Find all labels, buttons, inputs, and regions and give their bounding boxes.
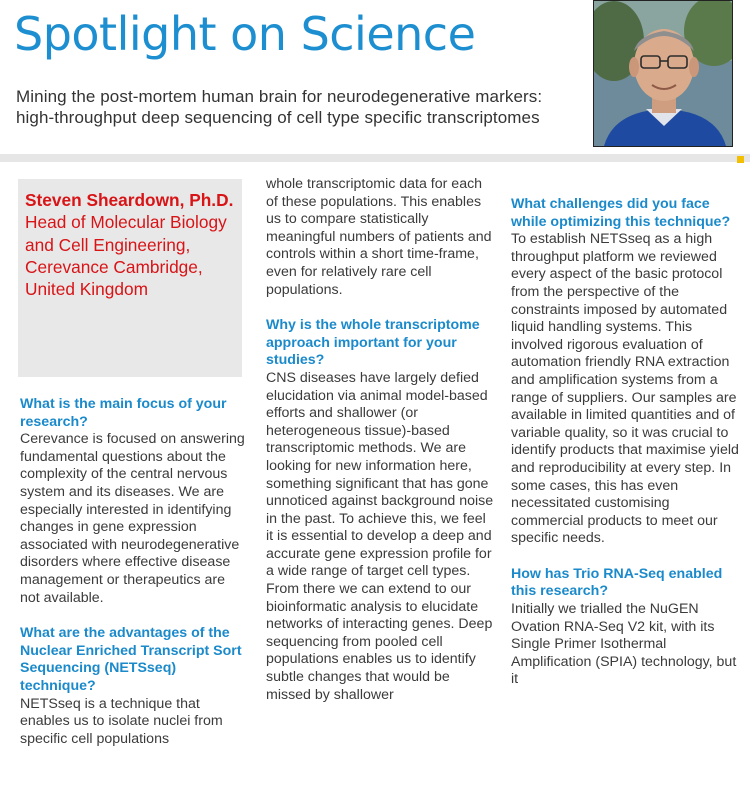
column-3 xyxy=(511,196,739,689)
author-photo xyxy=(593,0,733,147)
accent-marker xyxy=(737,156,744,163)
answer-text: NETSseq is a technique that enables us to isolate nuclei from specific cell populations xyxy=(20,695,223,747)
portrait-image xyxy=(594,1,732,146)
column-2 xyxy=(266,176,496,704)
answer-text: Initially we trialled the NuGEN Ovation RNA-Seq V2 kit, with its Single Primer Isothermal Amplification (SPIA) technology, but it xyxy=(511,601,737,688)
answer-text: CNS diseases have largely defied elucidation via animal model-based efforts and shallower (or heterogeneous tissue)-based transcriptomic methods. We are looking for new information here, something significant that has gone unnoticed against background noise in the past. To achieve this, we feel it is essential to develop a deep and accurate gene expression profile for a wide range of target cell types. From there we can extend to our bioinformatic analysis to elucidate networks of interacting genes. Deep sequencing from pooled cell populations enables us to identify subtle changes that would be missed by shallower xyxy=(266,369,494,703)
answer-text: To establish NETSseq as a high throughput platform we reviewed every aspect of the basic protocol from the perspective of the constraints imposed by automated liquid handling systems. This involved rigorous evaluation of automation friendly RNA extraction and amplification systems from a range of suppliers. Our samples are available in limited quantities and of variable quality, so it was crucial to identify products that maximise yield and reproducibility at every step. In some cases, this has even necessitated customising commercial products to meet our specific needs. xyxy=(511,231,739,547)
question-heading: What challenges did you face while optimizing this technique? xyxy=(511,196,731,230)
header-divider xyxy=(0,154,750,162)
page-title: Spotlight on Science xyxy=(14,7,476,61)
answer-text: whole transcriptomic data for each of these populations. This enables us to compare statistically meaningful numbers of patients and controls within a short time-frame, even for relatively rare cell populations. xyxy=(266,176,492,298)
question-heading: Why is the whole transcriptome approach important for your studies? xyxy=(266,317,480,369)
column-1 xyxy=(20,396,248,748)
question-heading: What are the advantages of the Nuclear Enriched Transcript Sort Sequencing (NETSseq) technique? xyxy=(20,625,242,694)
question-heading: What is the main focus of your research? xyxy=(20,396,227,430)
author-name: Steven Sheardown, Ph.D. xyxy=(25,190,234,210)
author-details: Head of Molecular Biology and Cell Engineering, Cerevance Cambridge, United Kingdom xyxy=(25,212,227,300)
author-box xyxy=(18,179,242,377)
question-heading: How has Trio RNA-Seq enabled this research? xyxy=(511,565,723,600)
article-subtitle: Mining the post-mortem human brain for neurodegenerative markers: high-throughput deep sequencing of cell type specific transcriptomes xyxy=(16,87,543,127)
author-info xyxy=(18,179,242,300)
answer-text: Cerevance is focused on answering fundamental questions about the complexity of the central nervous system and its diseases. We are especially interested in identifying changes in gene expression associated with neurodegenerative disorders where effective disease management or therapeutics are not available. xyxy=(20,431,245,606)
